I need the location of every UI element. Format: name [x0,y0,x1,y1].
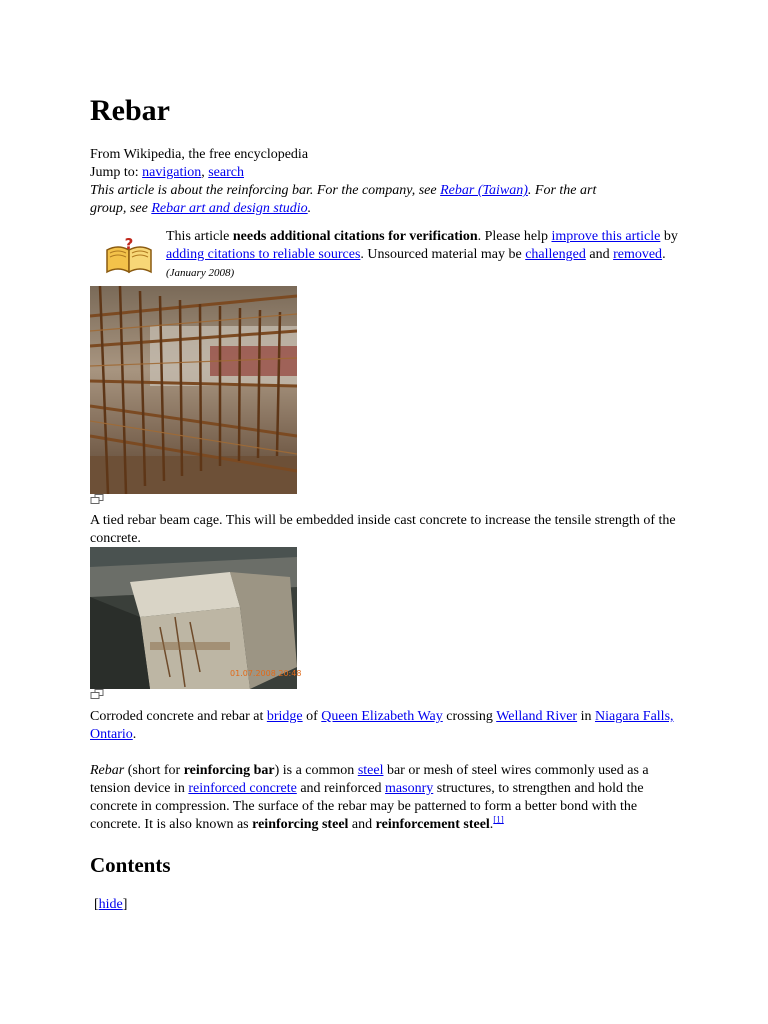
notice-text: This article needs additional citations for verification. Please help improve this article by adding citations to reliable sources. Unsourced material may be challenged and removed. (January 2008) [166,229,678,279]
masonry-link[interactable]: masonry [385,781,434,796]
magnify-icon[interactable] [90,689,104,699]
hatnote-line2: group, see Rebar art and design studio. [90,201,312,216]
lead-paragraph: Rebar (short for reinforcing bar) is a common steel bar or mesh of steel wires commonly used as a tension device in reinforced concrete and reinforced masonry structures, to strengthen and hold the concrete in compression. The surface of the rebar may be patterned to form a better bond with the concrete. It is also known as reinforcing steel and reinforcement steel.[1] [90,763,649,832]
reinforced-concrete-link[interactable]: reinforced concrete [188,781,297,796]
challenged-link[interactable]: challenged [525,247,586,262]
rebar-taiwan-link[interactable]: Rebar (Taiwan) [440,183,528,198]
navigation-link[interactable]: navigation [142,165,202,180]
improve-article-link[interactable]: improve this article [551,229,661,244]
removed-link[interactable]: removed [613,247,663,262]
hide-contents-link[interactable]: hide [98,897,123,912]
niagara-falls-link[interactable]: Niagara Falls, Ontario [90,709,674,742]
contents-heading: Contents [90,853,171,877]
hatnote-line1: This article is about the reinforcing bar. For the company, see Rebar (Taiwan). For the art [90,183,597,198]
search-link[interactable]: search [208,165,244,180]
photo-timestamp: 01.07.2008 20:48 [230,669,302,678]
citation-notice [90,228,690,284]
magnify-icon[interactable] [90,494,104,504]
book-question-icon [104,236,154,276]
page-title: Rebar [90,94,170,127]
svg-text:?: ? [124,236,134,253]
reference-1-link[interactable]: [1] [493,814,504,825]
caption-corroded-concrete: Corroded concrete and rebar at bridge of Queen Elizabeth Way crossing Welland River in Niagara Falls, Ontario. [90,709,674,742]
queen-elizabeth-way-link[interactable]: Queen Elizabeth Way [321,709,443,724]
adding-citations-link[interactable]: adding citations to reliable sources [166,247,361,262]
rebar-art-link[interactable]: Rebar art and design studio [151,201,308,216]
corroded-concrete-photo[interactable] [90,547,297,689]
welland-river-link[interactable]: Welland River [496,709,578,724]
rebar-cage-photo[interactable] [90,286,297,494]
steel-link[interactable]: steel [357,763,384,778]
caption-rebar-cage: A tied rebar beam cage. This will be embedded inside cast concrete to increase the tensile strength of the concrete. [90,513,676,546]
contents-toggle: [hide] [94,897,128,912]
bridge-link[interactable]: bridge [266,709,303,724]
jump-links: Jump to: navigation, search [90,165,244,180]
site-sub: From Wikipedia, the free encyclopedia [90,147,309,162]
